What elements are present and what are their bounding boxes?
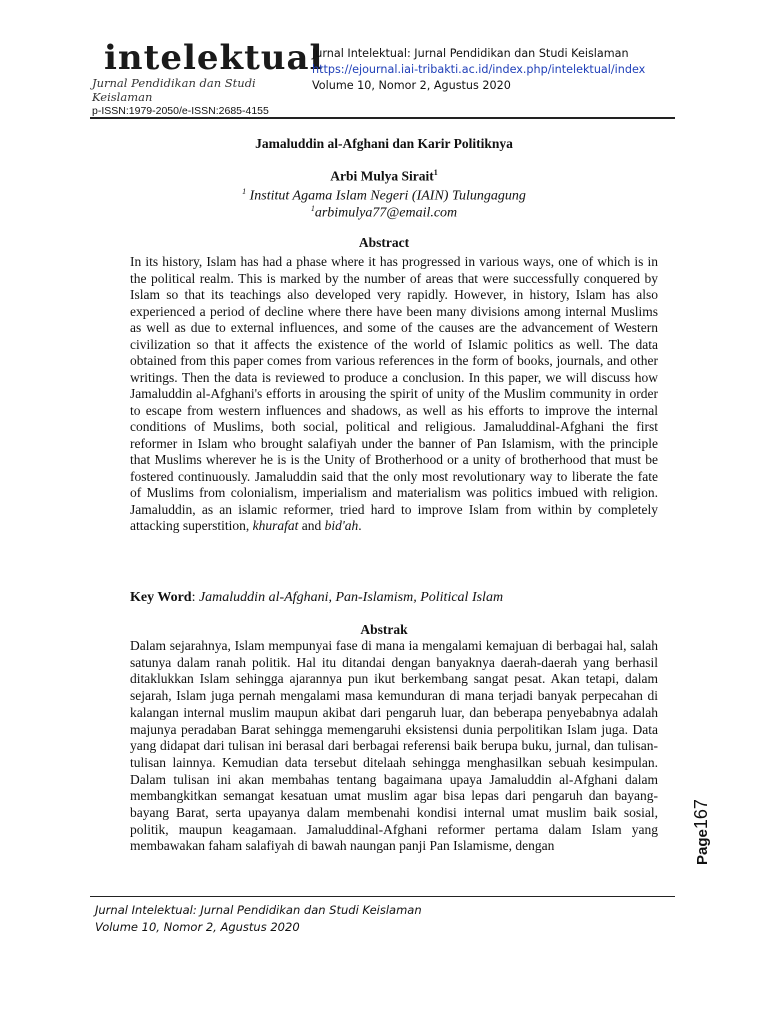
footer-journal: Jurnal Intelektual: Jurnal Pendidikan dan Studi Keislaman [95,903,422,917]
abstract-and: and [298,518,325,533]
keywords-label: Key Word [130,590,192,605]
journal-name: Jurnal Intelektual: Jurnal Pendidikan dan Studi Keislaman [312,47,629,60]
header-divider [90,117,675,119]
issn-line: p-ISSN:1979-2050/e-ISSN:2685-4155 [92,105,269,117]
page-footer [95,902,422,936]
author-affiliation [130,187,638,205]
email-text: arbimulya77@email.com [314,205,458,221]
logo-wordmark: intelektual [104,38,324,78]
author-email [130,204,638,222]
abstract-english-body [130,254,658,535]
journal-logo [92,38,324,118]
footer-divider [90,896,675,897]
journal-volume: Volume 10, Nomor 2, Agustus 2020 [312,79,511,92]
author-superscript: 1 [433,168,438,177]
journal-header [312,46,645,94]
keywords-line [130,590,658,606]
abstract-end: . [358,518,362,533]
page-number-value: 167 [691,799,711,830]
term-khurafat: khurafat [252,518,299,533]
page-label: Page [694,829,711,865]
author-name-text: Arbi Mulya Sirait [330,168,434,184]
abstrak-heading: Abstrak [360,622,408,637]
abstrak-indonesian-body: Dalam sejarahnya, Islam mempunyai fase di mana ia mengalami kemajuan di berbagai hal, salah satunya dalam ranah politik. Hal itu ditandai dengan banyaknya daerah-daerah yang berhasil ditaklukkan Islam sehingga ajarannya pun ikut berkembang sangat pesat. Akan tetapi, dalam sejarah, Islam juga pernah mengalami masa kemunduran di mana terjadi banyak perpecahan di kalangan internal muslim maupun akibat dari pengaruh luar, dan beberapa penyebabnya adalah majunya peradaban Barat sehingga memengaruhi eksistensi dunia perpolitikan Islam juga. Data yang didapat dari tulisan ini berasal dari berbagai referensi baik berupa buku, jurnal, dan tulisan-tulisan lainnya. Kemudian data tersebut ditelaah sehingga menghasilkan sebuah kesimpulan. Dalam tulisan ini akan membahas tentang bagaimana upaya Jamaluddin al-Afghani dalam membangkitkan semangat kesatuan umat muslim agar bisa lepas dari pengaruh dan bayang-bayang Barat, serta upayanya dalam membenahi kondisi internal umat muslim baik sosial, politik, maupun keagamaan. Jamaluddinal-Afghani reformer pertama dalam Islam yang membawakan faham salafiyah di bawah naungan panji Pan Islamisme, dengan [130,638,658,854]
email-superscript: 1 [310,204,315,213]
affiliation-text: Institut Agama Islam Negeri (IAIN) Tulungagung [246,188,526,204]
paper-title: Jamaluddin al-Afghani dan Karir Politiknya [255,136,513,151]
abstract-english-text: In its history, Islam has had a phase where it has progressed in various ways, one of which is in the political realm. This is marked by the number of areas that were successfully conquered by Islam so that its teachings also developed very rapidly. However, in history, Islam has also experienced a period of decline where there have been many divisions among internal Muslims as well as due to external influences, and some of the causes are the advancement of Western civilization so that it affects the existence of the world of Islamic politics as well. The data obtained from this paper comes from various references in the form of books, journals, and other writings. Then the data is reviewed to produce a conclusion. In this paper, we will discuss how Jamaluddin al-Afghani's efforts in arousing the spirit of unity of the Muslim community in order to escape from western influences and shadows, as well as his efforts to improve the internal conditions of Muslims, both social, political and religious. Jamaluddinal-Afghani the first reformer in Islam who brought salafiyah under the banner of Pan Islamism, with the principle that Muslims wherever he is is the Unity of Brotherhood or a unity of brotherhood that must be fostered continuously. Jamaluddin said that the only most revolutionary way to liberate the fate of Muslims from colonialism, imperialism and materialism was politics imbued with religion. Jamaluddin, as an islamic reformer, tried hard to improve Islam from within by completely attacking superstition, [130,254,658,533]
journal-url-link[interactable]: https://ejournal.iai-tribakti.ac.id/index.php/intelektual/index [312,63,646,76]
abstract-heading: Abstract [358,235,410,250]
affiliation-superscript: 1 [242,187,247,196]
footer-volume: Volume 10, Nomor 2, Agustus 2020 [95,920,300,934]
logo-tagline: Jurnal Pendidikan dan Studi Keislaman [92,76,256,104]
author-name [130,168,638,185]
term-bidah: bid'ah [324,518,359,533]
page-number [691,797,711,867]
keywords-separator: : [191,590,199,605]
keywords-text: Jamaluddin al-Afghani, Pan-Islamism, Political Islam [198,590,504,605]
